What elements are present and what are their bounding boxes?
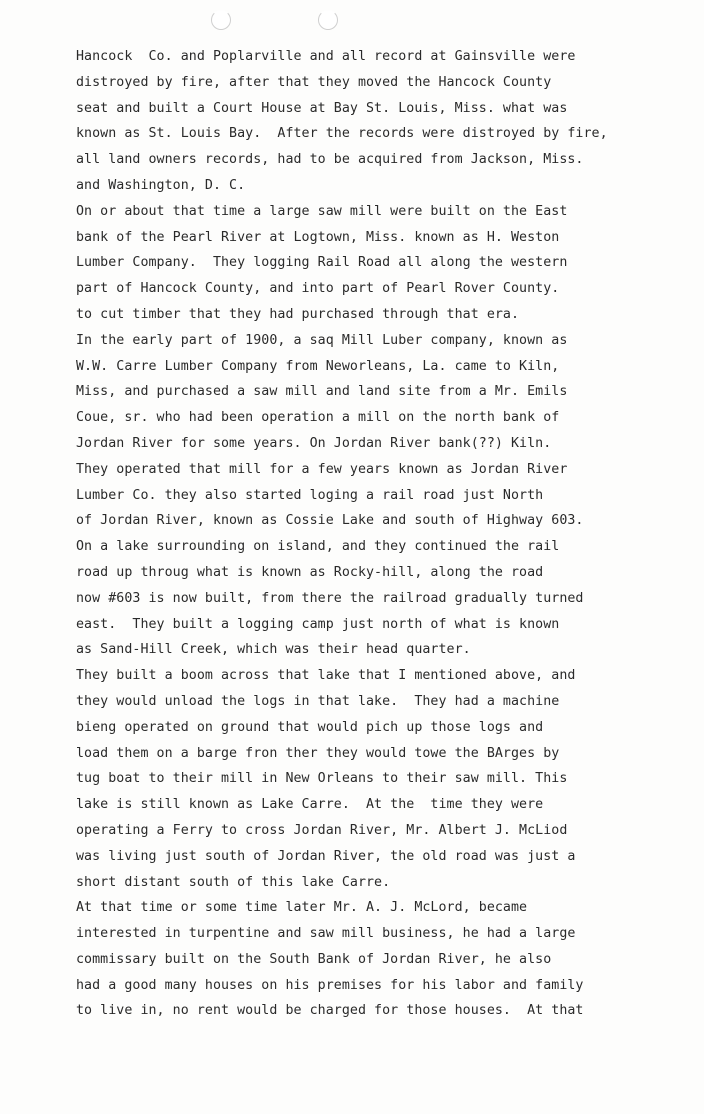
typed-text-body — [76, 44, 686, 1024]
text-line: of Jordan River, known as Cossie Lake and south of Highway 603. — [76, 513, 584, 529]
text-line: had a good many houses on his premises for his labor and family — [76, 977, 584, 993]
text-line: Jordan River for some years. On Jordan River bank(??) Kiln. — [76, 435, 552, 451]
text-line: known as St. Louis Bay. After the records were distroyed by fire, — [76, 126, 608, 142]
text-line: W.W. Carre Lumber Company from Neworleans, La. came to Kiln, — [76, 358, 560, 374]
text-line: In the early part of 1900, a saq Mill Luber company, known as — [76, 332, 568, 348]
text-line: operating a Ferry to cross Jordan River, Mr. Albert J. McLiod — [76, 822, 568, 838]
text-line: bieng operated on ground that would pich up those logs and — [76, 719, 544, 735]
text-line: was living just south of Jordan River, the old road was just a — [76, 848, 576, 864]
text-line: At that time or some time later Mr. A. J. McLord, became — [76, 900, 528, 916]
text-line: road up throug what is known as Rocky-hill, along the road — [76, 564, 544, 580]
text-line: to cut timber that they had purchased through that era. — [76, 306, 520, 322]
text-line: now #603 is now built, from there the railroad gradually turned — [76, 590, 584, 606]
text-line: On or about that time a large saw mill were built on the East — [76, 203, 568, 219]
text-line: short distant south of this lake Carre. — [76, 874, 391, 890]
text-line: tug boat to their mill in New Orleans to their saw mill. This — [76, 771, 568, 787]
text-line: Lumber Company. They logging Rail Road all along the western — [76, 255, 568, 271]
text-line: as Sand-Hill Creek, which was their head quarter. — [76, 642, 471, 658]
text-line: They built a boom across that lake that I mentioned above, and — [76, 668, 576, 684]
text-line: commissary built on the South Bank of Jordan River, he also — [76, 951, 552, 967]
text-line: lake is still known as Lake Carre. At the time they were — [76, 797, 544, 813]
text-line: part of Hancock County, and into part of Pearl Rover County. — [76, 281, 560, 297]
text-line: seat and built a Court House at Bay St. Louis, Miss. what was — [76, 100, 568, 116]
text-line: distroyed by fire, after that they moved the Hancock County — [76, 74, 552, 90]
punch-hole-mark-right — [318, 10, 338, 30]
text-line: to live in, no rent would be charged for those houses. At that — [76, 1003, 584, 1019]
text-line: bank of the Pearl River at Logtown, Miss. known as H. Weston — [76, 229, 560, 245]
text-line: Miss, and purchased a saw mill and land site from a Mr. Emils — [76, 384, 568, 400]
text-line: east. They built a logging camp just north of what is known — [76, 616, 560, 632]
text-line: On a lake surrounding on island, and they continued the rail — [76, 539, 560, 555]
text-line: and Washington, D. C. — [76, 177, 246, 193]
text-line: Lumber Co. they also started loging a rail road just North — [76, 487, 544, 503]
text-line: Coue, sr. who had been operation a mill on the north bank of — [76, 410, 560, 426]
text-line: all land owners records, had to be acquired from Jackson, Miss. — [76, 152, 584, 168]
text-line: They operated that mill for a few years known as Jordan River — [76, 461, 568, 477]
text-line: Hancock Co. and Poplarville and all record at Gainsville were — [76, 49, 576, 64]
punch-hole-mark-left — [211, 10, 231, 30]
text-line: they would unload the logs in that lake. They had a machine — [76, 693, 560, 709]
text-line: load them on a barge fron ther they would towe the BArges by — [76, 745, 560, 761]
text-line: interested in turpentine and saw mill business, he had a large — [76, 926, 576, 942]
